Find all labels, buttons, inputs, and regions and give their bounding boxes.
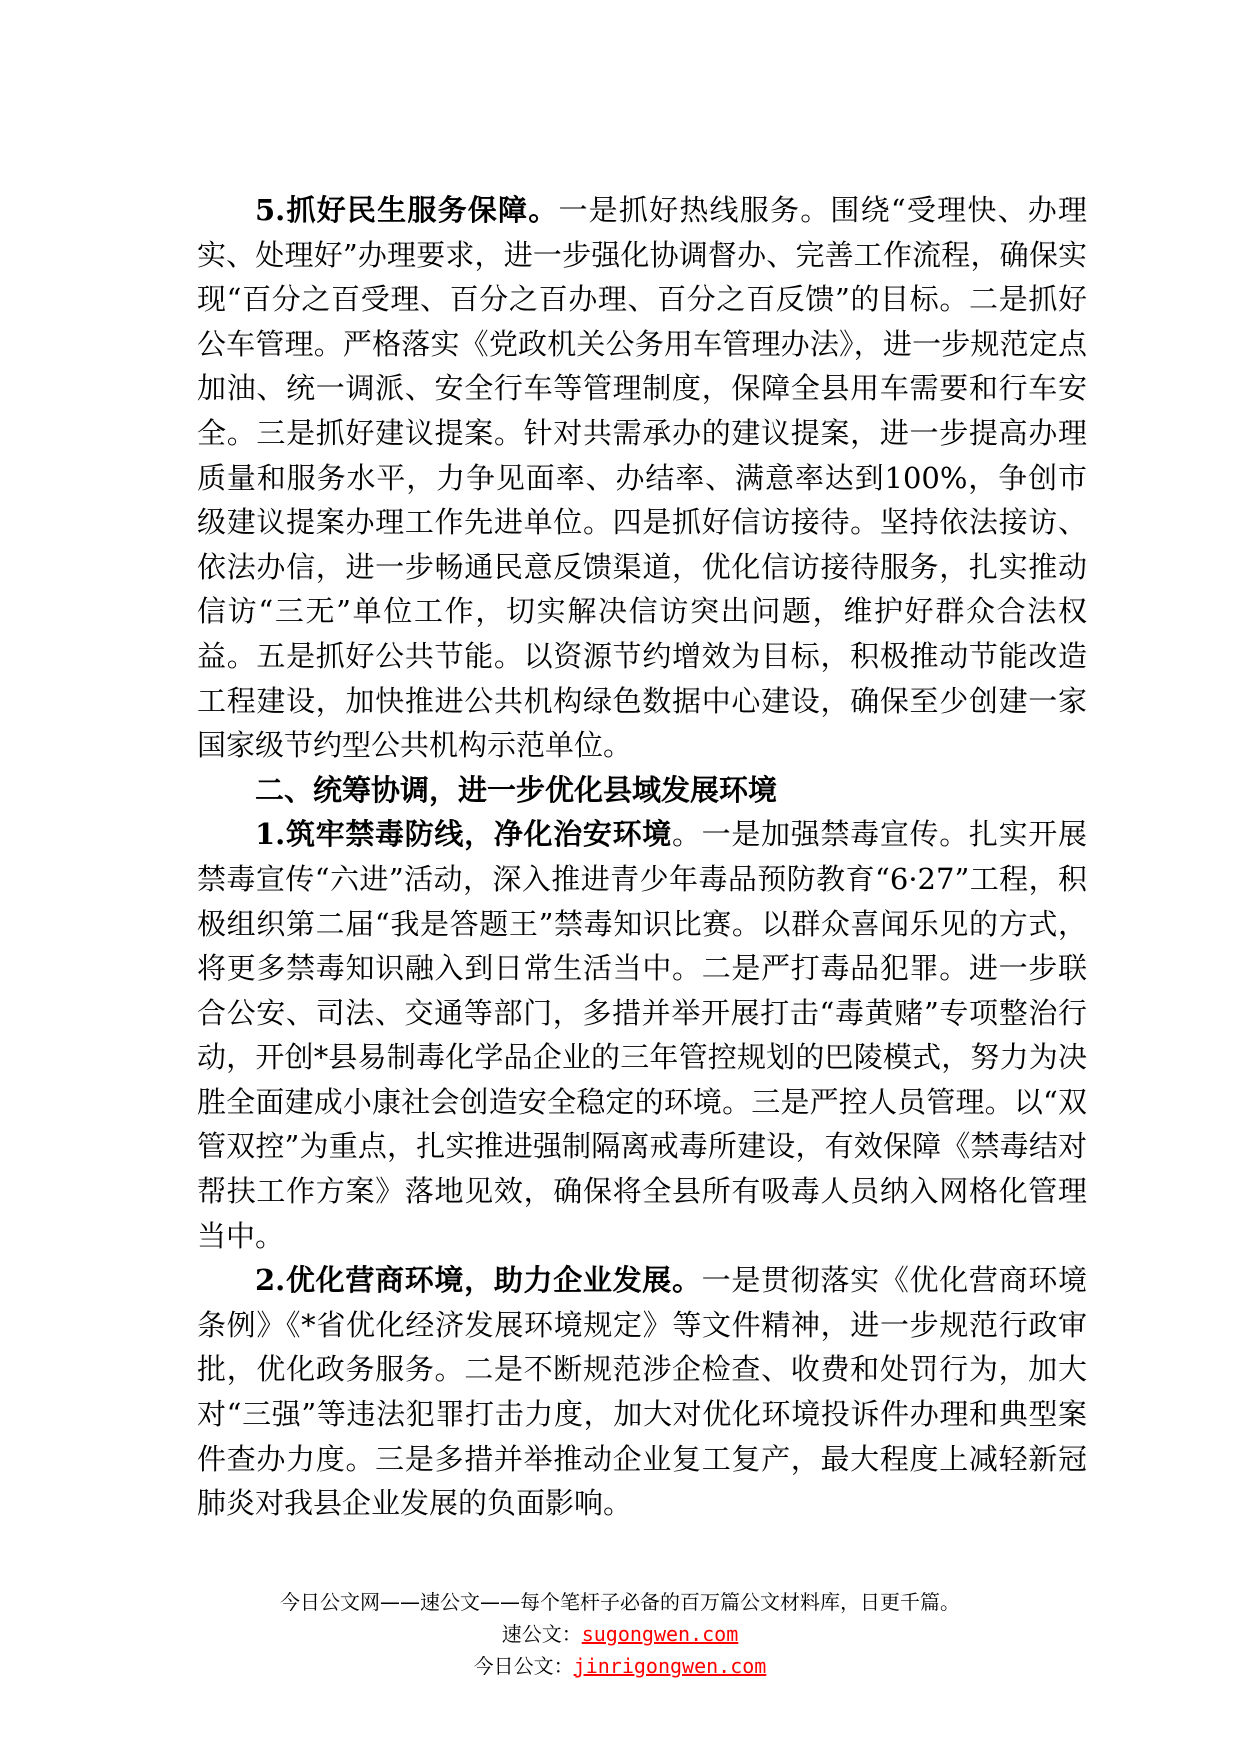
paragraph-livelihood-services [197,188,1087,768]
footer-line-sugongwen [0,1618,1240,1650]
paragraph-text: 一是贯彻落实《优化营商环境条例》《*省优化经济发展环境规定》等文件精神，进一步规范行政审批，优化政务服务。二是不断规范涉企检查、收费和处罚行为，加大对“三强”等违法犯罪打击力度，加大对优化环境投诉件办理和典型案件查办力度。三是多措并举推动企业复工复产，最大程度上减轻新冠肺炎对我县企业发展的负面影响。 [197,1263,1087,1521]
footer-label: 速公文： [501,1622,582,1646]
document-body [197,188,1087,1526]
footer-label: 今日公文： [473,1654,574,1678]
paragraph-text: 一是抓好热线服务。围绕“受理快、办理实、处理好”办理要求，进一步强化协调督办、完善工作流程，确保实现“百分之百受理、百分之百办理、百分之百反馈”的目标。二是抓好公车管理。严格落实《党政机关公务用车管理办法》，进一步规范定点加油、统一调派、安全行车等管理制度，保障全县用车需要和行车安全。三是抓好建议提案。针对共需承办的建议提案，进一步提高办理质量和服务水平，力争见面率、办结率、满意率达到100%，争创市级建议提案办理工作先进单位。四是抓好信访接待。坚持依法接访、依法办信，进一步畅通民意反馈渠道，优化信访接待服务，扎实推动信访“三无”单位工作，切实解决信访突出问题，维护好群众合法权益。五是抓好公共节能。以资源节约增效为目标，积极推动节能改造工程建设，加快推进公共机构绿色数据中心建设，确保至少创建一家国家级节约型公共机构示范单位。 [197,193,1088,763]
paragraph-drug-control [197,812,1087,1258]
footer-line-jinrigongwen [0,1650,1240,1682]
paragraph-lead: 2.优化营商环境，助力企业发展。 [255,1263,702,1298]
paragraph-text: 。一是加强禁毒宣传。扎实开展禁毒宣传“六进”活动，深入推进青少年毒品预防教育“6·27”工程，积极组织第二届“我是答题王”禁毒知识比赛。以群众喜闻乐见的方式，将更多禁毒知识融入到日常生活当中。二是严打毒品犯罪。进一步联合公安、司法、交通等部门，多措并举开展打击“毒黄赌”专项整治行动，开创*县易制毒化学品企业的三年管控规划的巴陵模式，努力为决胜全面建成小康社会创造安全稳定的环境。三是严控人员管理。以“双管双控”为重点，扎实推进强制隔离戒毒所建设，有效保障《禁毒结对帮扶工作方案》落地见效，确保将全县所有吸毒人员纳入网格化管理当中。 [197,817,1087,1253]
paragraph-business-environment [197,1258,1087,1526]
page-footer [0,1586,1240,1682]
footer-slogan: 今日公文网——速公文——每个笔杆子必备的百万篇公文材料库，日更千篇。 [280,1590,960,1614]
paragraph-lead: 1.筑牢禁毒防线，净化治安环境 [255,817,672,852]
paragraph-lead: 5.抓好民生服务保障。 [255,193,559,227]
jinrigongwen-link[interactable]: jinrigongwen.com [573,1654,767,1678]
section-heading: 二、统筹协调，进一步优化县域发展环境 [255,772,778,807]
sugongwen-link[interactable]: sugongwen.com [581,1622,739,1646]
